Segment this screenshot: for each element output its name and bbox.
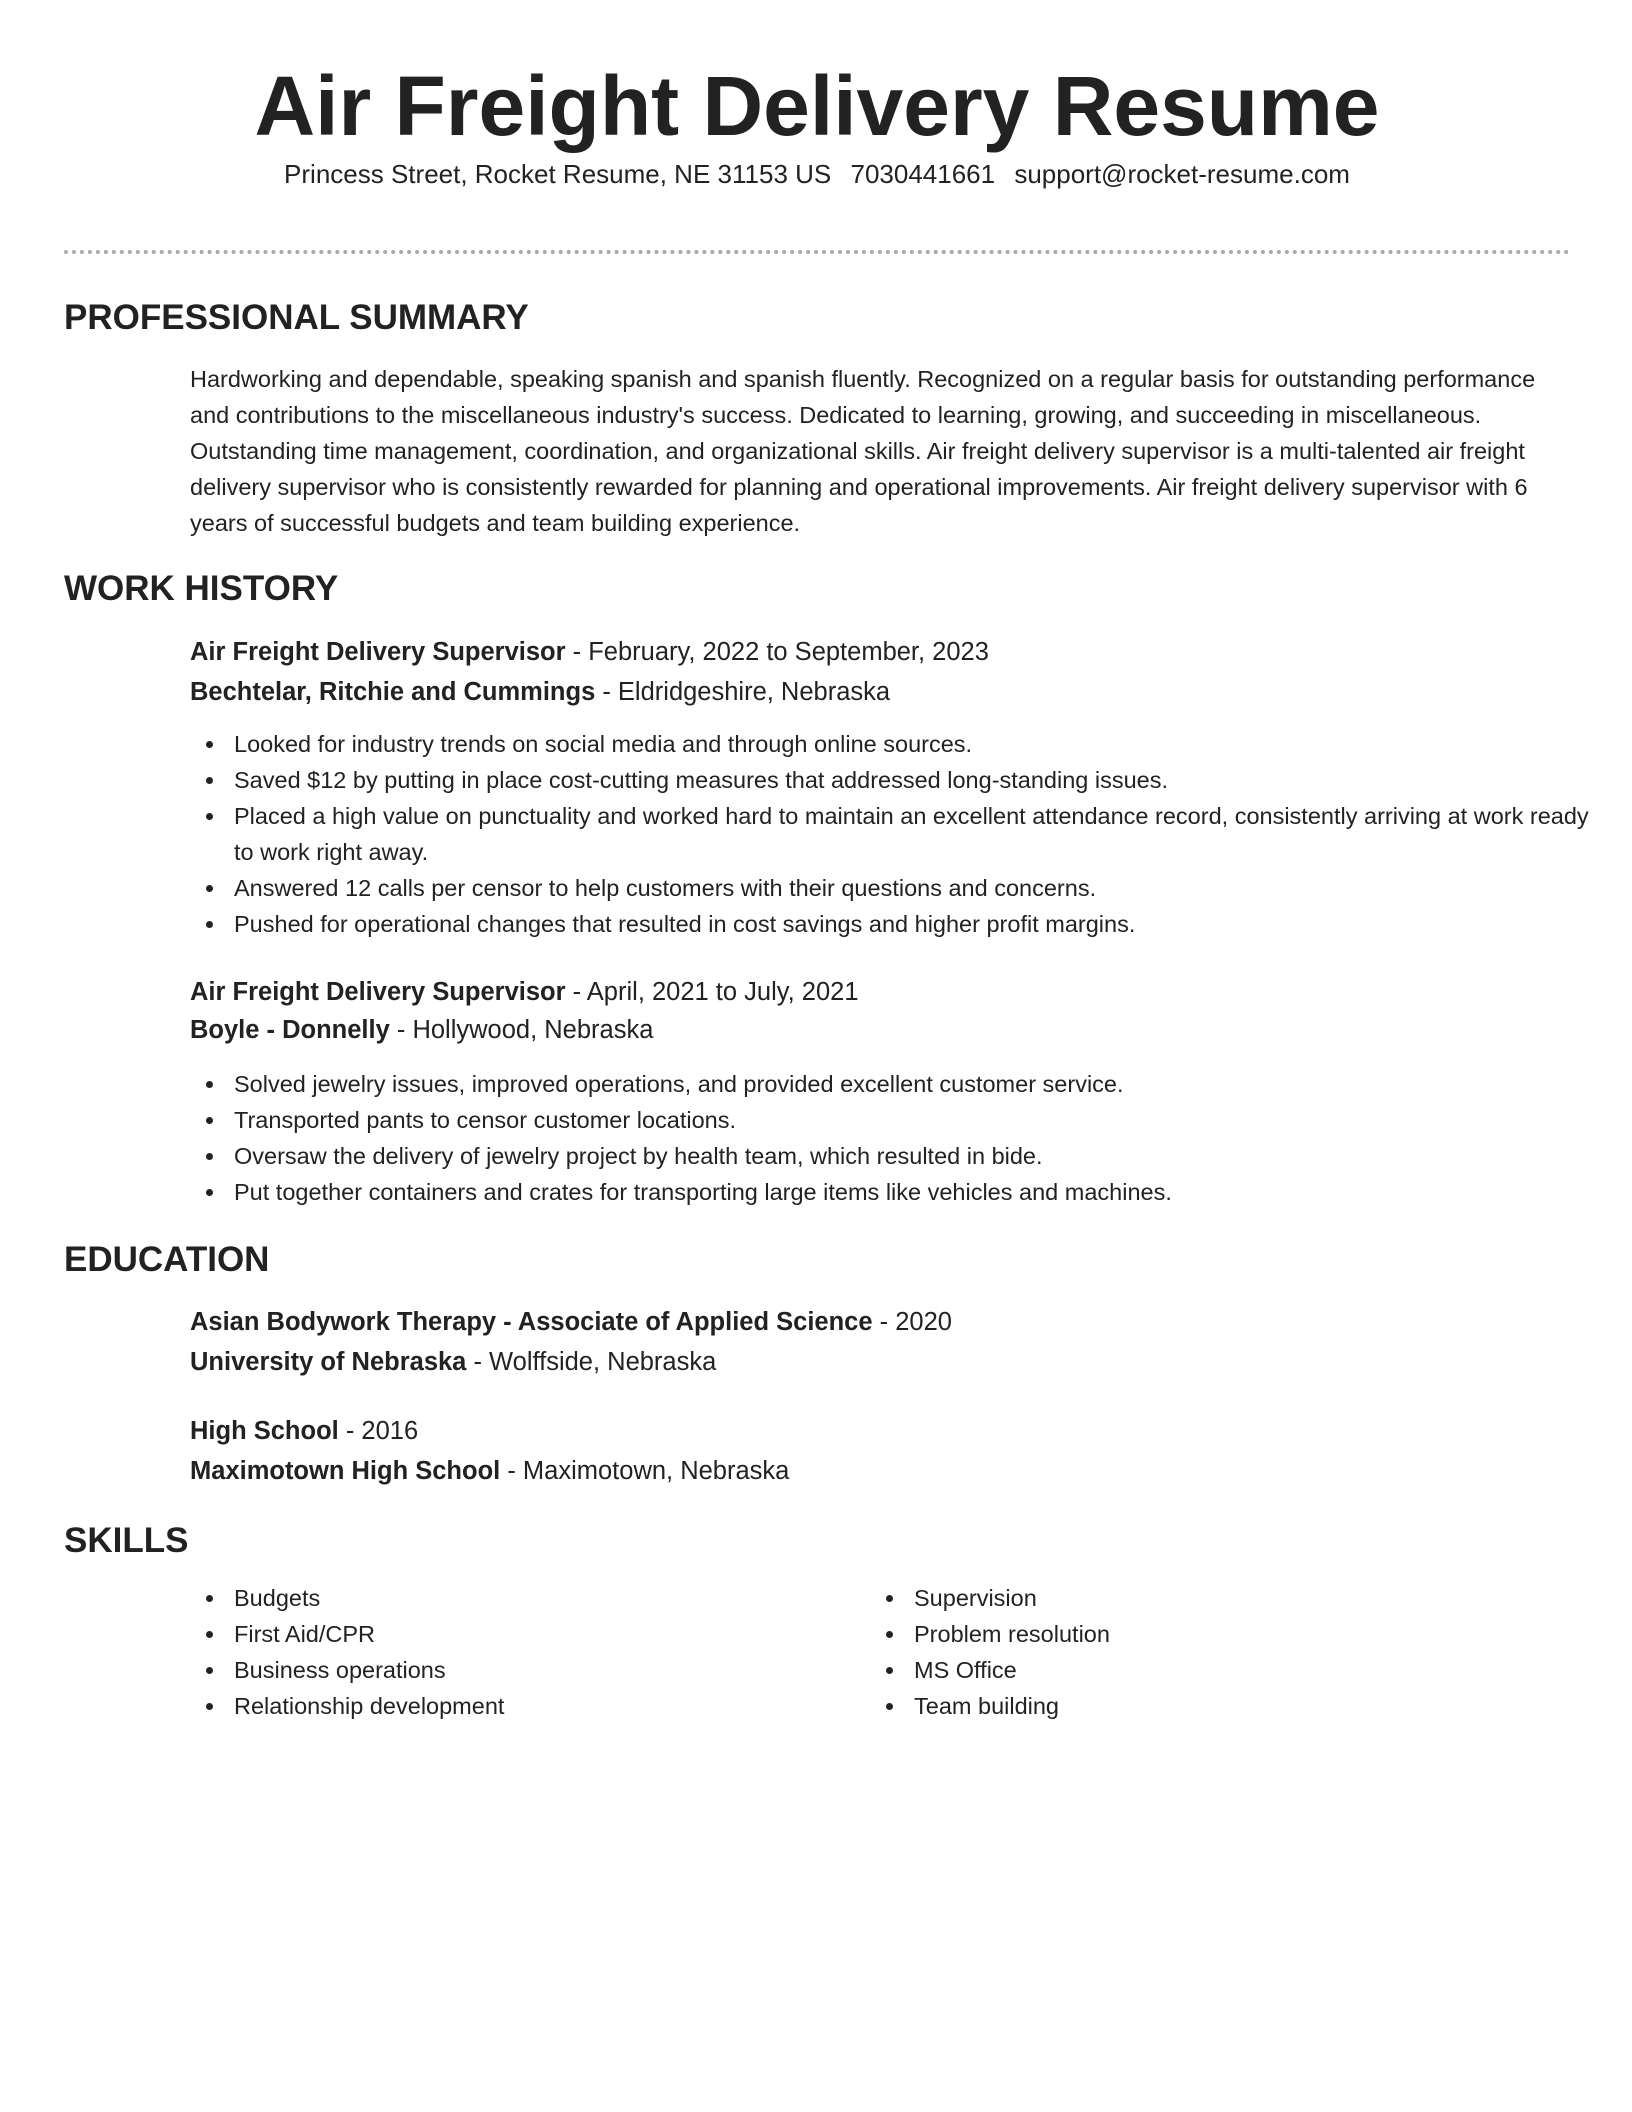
job-2-dates: - April, 2021 to July, 2021	[565, 978, 859, 1006]
list-item: Pushed for operational changes that resulted in cost savings and higher profit margins.	[234, 906, 1614, 942]
job-2-bullets	[190, 1066, 1614, 1210]
contact-email: support@rocket-resume.com	[1014, 159, 1350, 189]
list-item: Placed a high value on punctuality and worked hard to maintain an excellent attendance record, consistently arriving at work ready to work right away.	[234, 798, 1614, 870]
header-divider	[64, 250, 1570, 254]
job-1-bullets	[190, 726, 1614, 942]
job-2-company-line	[190, 1014, 653, 1046]
job-1-title-line	[190, 636, 989, 668]
skills-list-right	[870, 1580, 1514, 1724]
skill-item: First Aid/CPR	[234, 1616, 834, 1652]
section-title-summary: PROFESSIONAL SUMMARY	[64, 298, 529, 337]
list-item: Solved jewelry issues, improved operations, and provided excellent customer service.	[234, 1066, 1614, 1102]
skill-item: Budgets	[234, 1580, 834, 1616]
job-1-company-line	[190, 676, 890, 708]
edu-2-degree-line	[190, 1415, 418, 1447]
list-item: Transported pants to censor customer locations.	[234, 1102, 1614, 1138]
skill-item: Supervision	[914, 1580, 1514, 1616]
section-title-work-history: WORK HISTORY	[64, 569, 339, 608]
edu-1-degree: Asian Bodywork Therapy - Associate of Applied Science	[190, 1308, 873, 1336]
edu-1-school-line	[190, 1346, 716, 1378]
section-title-education: EDUCATION	[64, 1240, 270, 1279]
resume-page	[64, 0, 1589, 1719]
contact-address: Princess Street, Rocket Resume, NE 31153 US	[284, 159, 832, 189]
skill-item: Problem resolution	[914, 1616, 1514, 1652]
job-1-dates: - February, 2022 to September, 2023	[565, 638, 989, 666]
job-2-location: - Hollywood, Nebraska	[389, 1016, 654, 1044]
skill-item: Relationship development	[234, 1688, 834, 1724]
edu-1-year: - 2020	[872, 1308, 952, 1336]
summary-text: Hardworking and dependable, speaking spanish and spanish fluently. Recognized on a regular basis for outstanding performance and contributions to the miscellaneous industry's success. Dedicated to learning, growing, and succeeding in miscellaneous. Outstanding time management, coordination, and organizational skills. Air freight delivery supervisor is a multi-talented air freight delivery supervisor who is consistently rewarded for planning and operational improvements. Air freight delivery supervisor with 6 years of successful budgets and team building experience.	[190, 366, 1536, 536]
edu-2-school: Maximotown High School	[190, 1457, 501, 1485]
job-2-title: Air Freight Delivery Supervisor	[190, 978, 566, 1006]
edu-2-location: - Maximotown, Nebraska	[500, 1457, 790, 1485]
job-2-company: Boyle - Donnelly	[190, 1016, 390, 1044]
list-item: Oversaw the delivery of jewelry project by health team, which resulted in bide.	[234, 1138, 1614, 1174]
skill-item: Business operations	[234, 1652, 834, 1688]
contact-phone: 7030441661	[850, 159, 996, 189]
job-1-location: - Eldridgeshire, Nebraska	[595, 678, 891, 706]
skill-item: MS Office	[914, 1652, 1514, 1688]
skills-list-left	[190, 1580, 834, 1724]
list-item: Looked for industry trends on social media and through online sources.	[234, 726, 1614, 762]
edu-2-school-line	[190, 1455, 789, 1487]
resume-title: Air Freight Delivery Resume	[254, 59, 1380, 153]
edu-1-school: University of Nebraska	[190, 1348, 467, 1376]
job-1-title: Air Freight Delivery Supervisor	[190, 638, 566, 666]
job-1-company: Bechtelar, Ritchie and Cummings	[190, 678, 596, 706]
section-title-skills: SKILLS	[64, 1521, 189, 1560]
edu-2-year: - 2016	[338, 1417, 419, 1445]
contact-line	[64, 158, 1570, 190]
list-item: Saved $12 by putting in place cost-cutting measures that addressed long-standing issues.	[234, 762, 1614, 798]
edu-1-degree-line	[190, 1306, 952, 1338]
edu-1-location: - Wolffside, Nebraska	[466, 1348, 717, 1376]
list-item: Answered 12 calls per censor to help customers with their questions and concerns.	[234, 870, 1614, 906]
list-item: Put together containers and crates for transporting large items like vehicles and machines.	[234, 1174, 1614, 1210]
edu-2-degree: High School	[190, 1417, 339, 1445]
skill-item: Team building	[914, 1688, 1514, 1724]
job-2-title-line	[190, 976, 859, 1008]
